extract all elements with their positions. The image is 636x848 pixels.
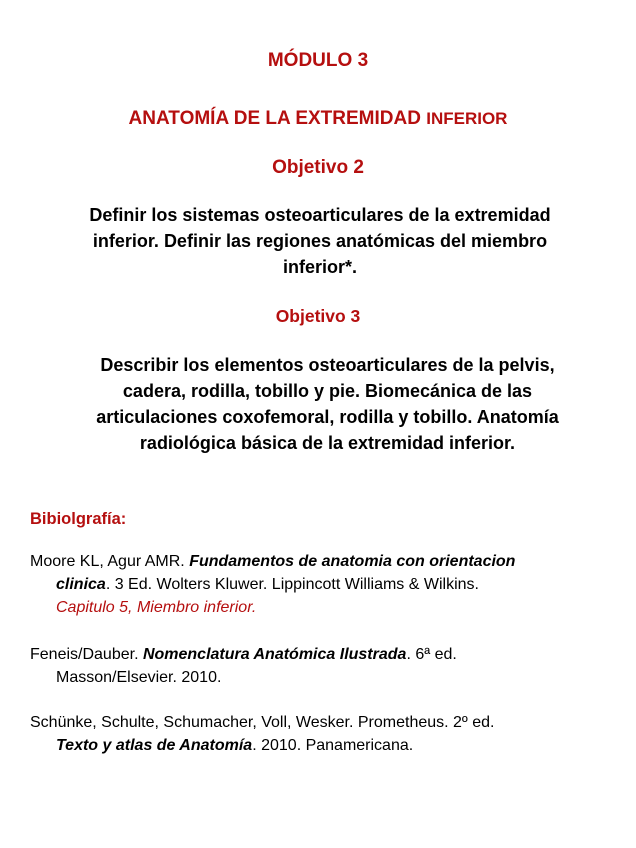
objective-3-line: Describir los elementos osteoarticulares de la pelvis, xyxy=(100,355,555,375)
title-main: ANATOMÍA DE LA EXTREMIDAD xyxy=(128,108,421,129)
title-small: INFERIOR xyxy=(426,109,508,128)
objective-2-line: inferior*. xyxy=(282,257,357,277)
reference-title: clinica xyxy=(56,576,106,593)
reference-authors: Schünke, Schulte, Schumacher, Voll, Wesker. Prometheus. 2º ed. xyxy=(30,714,495,731)
module-label: MÓDULO 3 xyxy=(267,50,369,71)
bibliography-heading: Bibiolgrafía: xyxy=(30,510,127,528)
objective-3-line: radiológica básica de la extremidad inferior. xyxy=(139,433,516,453)
reference-note: Capitulo 5, Miembro inferior. xyxy=(56,599,257,616)
reference-details: . 2010. Panamericana. xyxy=(252,737,414,754)
objective-3-heading: Objetivo 3 xyxy=(275,306,361,326)
reference-continuation xyxy=(30,734,615,757)
reference-item xyxy=(30,550,615,619)
objective-2-heading: Objetivo 2 xyxy=(272,157,364,178)
reference-details: Masson/Elsevier. 2010. xyxy=(56,669,222,686)
reference-title: Nomenclatura Anatómica Ilustrada xyxy=(142,646,407,663)
reference-authors: Feneis/Dauber. xyxy=(30,646,143,663)
objective-3-text xyxy=(40,352,615,456)
objective-3-line: cadera, rodilla, tobillo y pie. Biomecánica de las xyxy=(122,381,533,401)
reference-authors: Moore KL, Agur AMR. xyxy=(30,553,190,570)
reference-title: Texto y atlas de Anatomía xyxy=(56,737,253,754)
objective-2-text xyxy=(40,202,600,280)
page-title xyxy=(0,108,636,130)
reference-details: . 6ª ed. xyxy=(406,646,457,663)
objective-2-line: Definir los sistemas osteoarticulares de la extremidad xyxy=(89,205,551,225)
reference-continuation xyxy=(30,573,615,596)
objective-3-line: articulaciones coxofemoral, rodilla y tobillo. Anatomía xyxy=(96,407,559,427)
objective-2-line: inferior. Definir las regiones anatómicas del miembro xyxy=(92,231,548,251)
reference-details: . 3 Ed. Wolters Kluwer. Lippincott Williams & Wilkins. xyxy=(105,576,479,593)
reference-item xyxy=(30,643,615,689)
reference-title: Fundamentos de anatomia con orientacion xyxy=(189,553,516,570)
module-heading xyxy=(0,50,636,72)
reference-item xyxy=(30,711,615,757)
